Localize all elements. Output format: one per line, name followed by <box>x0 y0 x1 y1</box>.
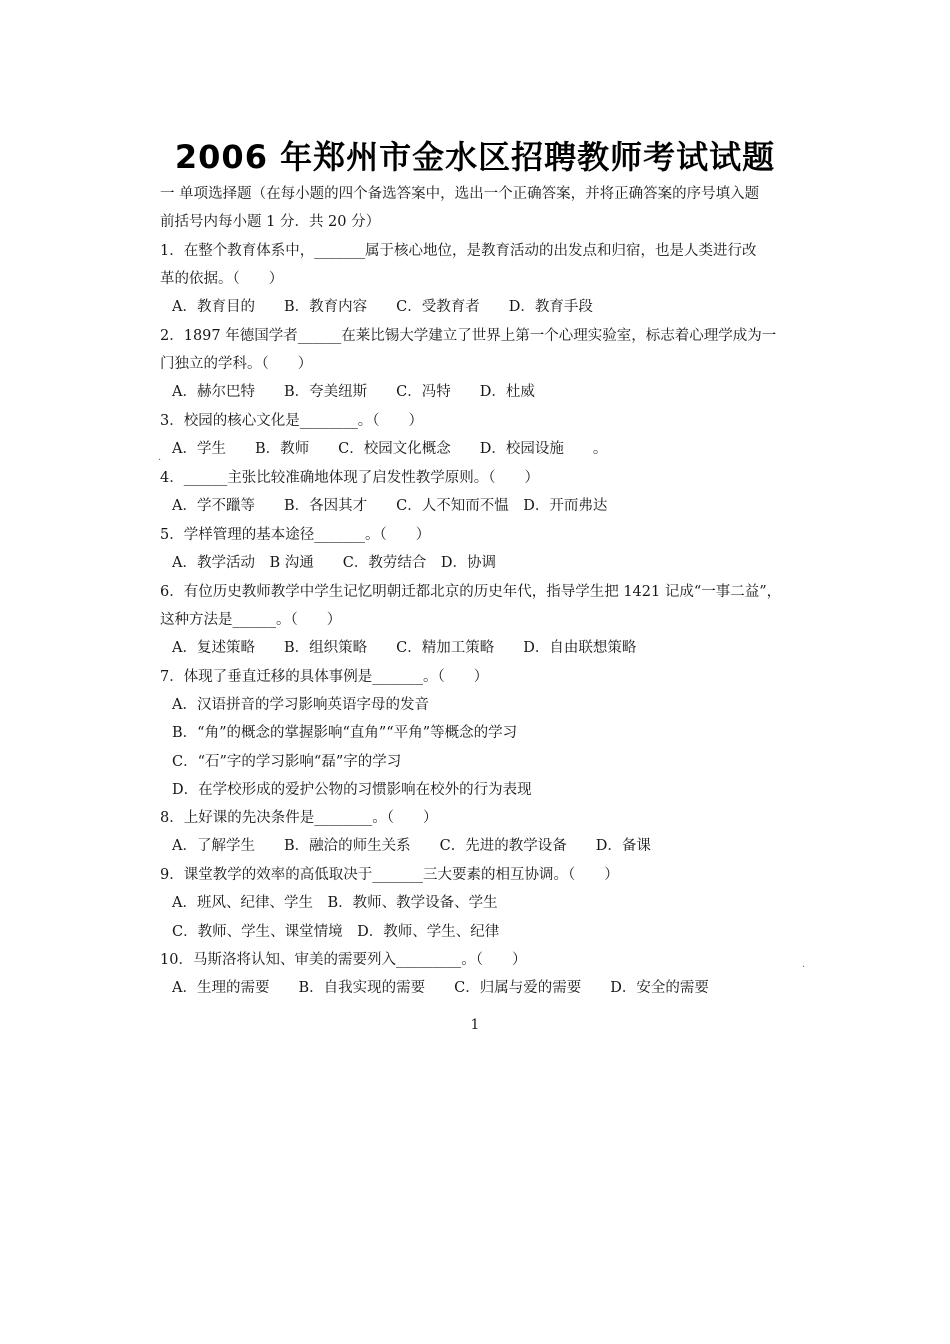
question-text: 10．马斯洛将认知、审美的需要列入_________。（ ） <box>160 952 527 968</box>
question-text: 前括号内每小题 1 分．共 20 分） <box>160 214 381 230</box>
answer-options: A．赫尔巴特 B．夸美纽斯 C．冯特 D．杜威 <box>172 384 535 400</box>
question-text: 7．体现了垂直迁移的具体事例是_______。（ ） <box>160 669 489 685</box>
question-text: 1．在整个教育体系中，_______属于核心地位，是教育活动的出发点和归宿，也是人类进行改 <box>160 243 757 259</box>
question-text: 一 单项选择题（在每小题的四个备选答案中，选出一个正确答案，并将正确答案的序号填入题 <box>160 186 760 202</box>
answer-options: A．班风、纪律、学生 B．教师、教学设备、学生 <box>172 895 498 911</box>
answer-options: C．“石”字的学习影响“磊”字的学习 <box>172 754 402 770</box>
question-text: 2．1897 年德国学者______在莱比锡大学建立了世界上第一个心理实验室，标志着心理学成为一 <box>160 328 777 344</box>
answer-options: A．学不躐等 B．各因其才 C．人不知而不愠 D．开而弗达 <box>172 498 608 514</box>
answer-options: A．生理的需要 B．自我实现的需要 C．归属与爱的需要 D．安全的需要 <box>172 980 709 996</box>
answer-options: A．复述策略 B．组织策略 C．精加工策略 D．自由联想策略 <box>172 640 637 656</box>
page-number: 1 <box>470 1017 480 1033</box>
question-text: 6．有位历史教师教学中学生记忆明朝迁都北京的历史年代，指导学生把 1421 记成“一事二益”， <box>160 584 782 600</box>
answer-options: A．学生 B．教师 C．校园文化概念 D．校园设施 。 <box>172 441 608 457</box>
question-text: 9．课堂教学的效率的高低取决于_______三大要素的相互协调。（ ） <box>160 867 619 883</box>
page-title: 2006 年郑州市金水区招聘教师考试试题 <box>174 138 776 176</box>
question-text: 4．______主张比较准确地体现了启发性教学原则。（ ） <box>160 470 539 486</box>
scan-speck: · <box>158 455 162 466</box>
question-text: 5．学样管理的基本途径_______。（ ） <box>160 527 431 543</box>
answer-options: C．教师、学生、课堂情境 D．教师、学生、纪律 <box>172 924 500 940</box>
answer-options: A．教育目的 B．教育内容 C．受教育者 D．教育手段 <box>172 299 593 315</box>
answer-options: A．了解学生 B．融洽的师生关系 C．先进的教学设备 D．备课 <box>172 838 651 854</box>
question-text: 革的依据。（ ） <box>160 271 284 287</box>
question-text: 门独立的学科。（ ） <box>160 356 313 372</box>
question-text: 这种方法是______。（ ） <box>160 612 342 628</box>
answer-options: A．教学活动 B 沟通 C．教劳结合 D．协调 <box>172 555 496 571</box>
question-text: 8．上好课的先决条件是________。（ ） <box>160 810 438 826</box>
question-text: 3．校园的核心文化是________。（ ） <box>160 413 423 429</box>
answer-options: D．在学校形成的爱护公物的习惯影响在校外的行为表现 <box>172 782 532 798</box>
scan-speck: · <box>802 962 806 973</box>
answer-options: B．“角”的概念的掌握影响“直角”“平角”等概念的学习 <box>172 725 518 741</box>
answer-options: A．汉语拼音的学习影响英语字母的发音 <box>172 697 429 713</box>
